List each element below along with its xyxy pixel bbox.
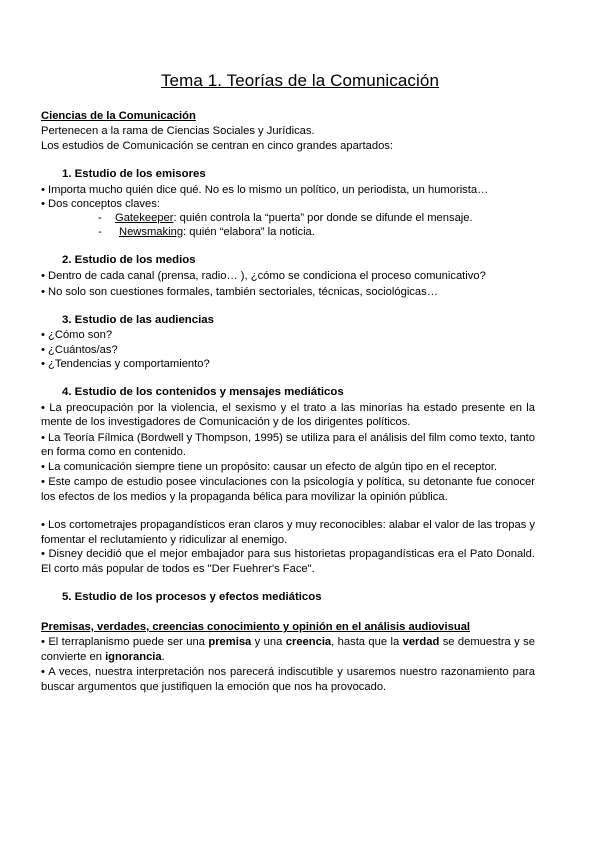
s3-bullet-1: • ¿Cómo son? [41,329,113,341]
section-5-heading: 5. Estudio de los procesos y efectos mediáticos [62,591,322,603]
text-run: se demuestra y se [439,636,535,648]
premisas-line-4: buscar argumentos que justifiquen la emoción que nos ha provocado. [41,681,387,693]
s2-bullet-1: • Dentro de cada canal (prensa, radio… ), ¿cómo se condiciona el proceso comunicativo? [41,270,486,282]
s1-dash-item-1 [98,212,473,224]
s3-bullet-3: • ¿Tendencias y comportamiento? [41,358,210,370]
intro-line-2: Los estudios de Comunicación se centran en cinco grandes apartados: [41,140,394,152]
premisas-line-1 [41,635,535,650]
s4-para-5-line-1: • Los cortometrajes propagandísticos eran claros y muy reconocibles: alabar el valor de las tropas y [41,519,535,531]
text-run: y una [251,636,286,648]
s1-bullet-2: • Dos conceptos claves: [41,198,160,210]
gatekeeper-term: Gatekeeper [115,212,174,224]
newsmaking-definition: : quién “elabora” la noticia. [183,226,315,238]
premisas-line-3: • A veces, nuestra interpretación nos parecerá indiscutible y usaremos nuestro razonamiento para [41,666,535,678]
s4-para-1-line-1: • La preocupación por la violencia, el sexismo y el trato a las minorías ha estado presente en la [41,402,535,414]
section-1-heading: 1. Estudio de los emisores [62,168,206,180]
newsmaking-term: Newsmaking [119,226,184,238]
ignorancia-term: ignorancia [105,651,162,663]
page-title: Tema 1. Teorías de la Comunicación [160,71,440,90]
intro-line-1: Pertenecen a la rama de Ciencias Sociales y Jurídicas. [41,125,315,137]
s2-bullet-2: • No solo son cuestiones formales, también sectoriales, técnicas, sociológicas… [41,286,438,298]
premisa-term: premisa [208,636,252,648]
dash-marker: - [98,212,102,224]
s4-para-4-line-1: • Este campo de estudio posee vinculaciones con la psicología y política, su detonante fue conocer [41,476,535,488]
dash-marker: - [98,226,102,238]
creencia-term: creencia [285,636,332,648]
s4-para-3: • La comunicación siempre tiene un propósito: causar un efecto de algún tipo en el receptor. [41,461,498,473]
s4-para-6-line-1: • Disney decidió que el mejor embajador para sus historietas propagandísticas era el Pato Donald. [41,548,535,560]
text-run: , hasta que la [331,636,403,648]
s1-bullet-1: • Importa mucho quién dice qué. No es lo mismo un político, un periodista, un humorista… [41,184,489,196]
section-4-heading: 4. Estudio de los contenidos y mensajes mediáticos [62,386,344,398]
s4-para-4-line-2: los efectos de los medios y la propaganda bélica para movilizar la opinión pública. [41,491,448,503]
s4-para-1-line-2: mente de los investigadores de Comunicación y de los dirigentes políticos. [41,416,411,428]
s1-dash-item-2 [98,226,315,238]
s4-para-5-line-2: fomentar el reclutamiento y ridiculizar al enemigo. [41,534,288,546]
premisas-line-2 [41,650,535,665]
verdad-term: verdad [402,636,440,648]
premisas-heading: Premisas, verdades, creencias conocimiento y opinión en el análisis audiovisual [41,621,471,633]
section-2-heading: 2. Estudio de los medios [62,254,196,266]
text-run: • El terraplanismo puede ser una [41,636,209,648]
intro-heading: Ciencias de la Comunicación [41,110,196,122]
text-run: . [161,651,165,663]
s3-bullet-2: • ¿Cuántos/as? [41,344,118,356]
gatekeeper-definition: : quién controla la “puerta” por donde se difunde el mensaje. [173,212,473,224]
text-run: convierte en [41,651,106,663]
s4-para-2-line-2: en forma como en contenido. [41,446,186,458]
s4-para-2-line-1: • La Teoría Fílmica (Bordwell y Thompson, 1995) se utiliza para el análisis del film como texto, tanto [41,432,535,444]
s4-para-6-line-2: El corto más popular de todos es "Der Fuehrer's Face". [41,563,315,575]
section-3-heading: 3. Estudio de las audiencias [62,314,214,326]
